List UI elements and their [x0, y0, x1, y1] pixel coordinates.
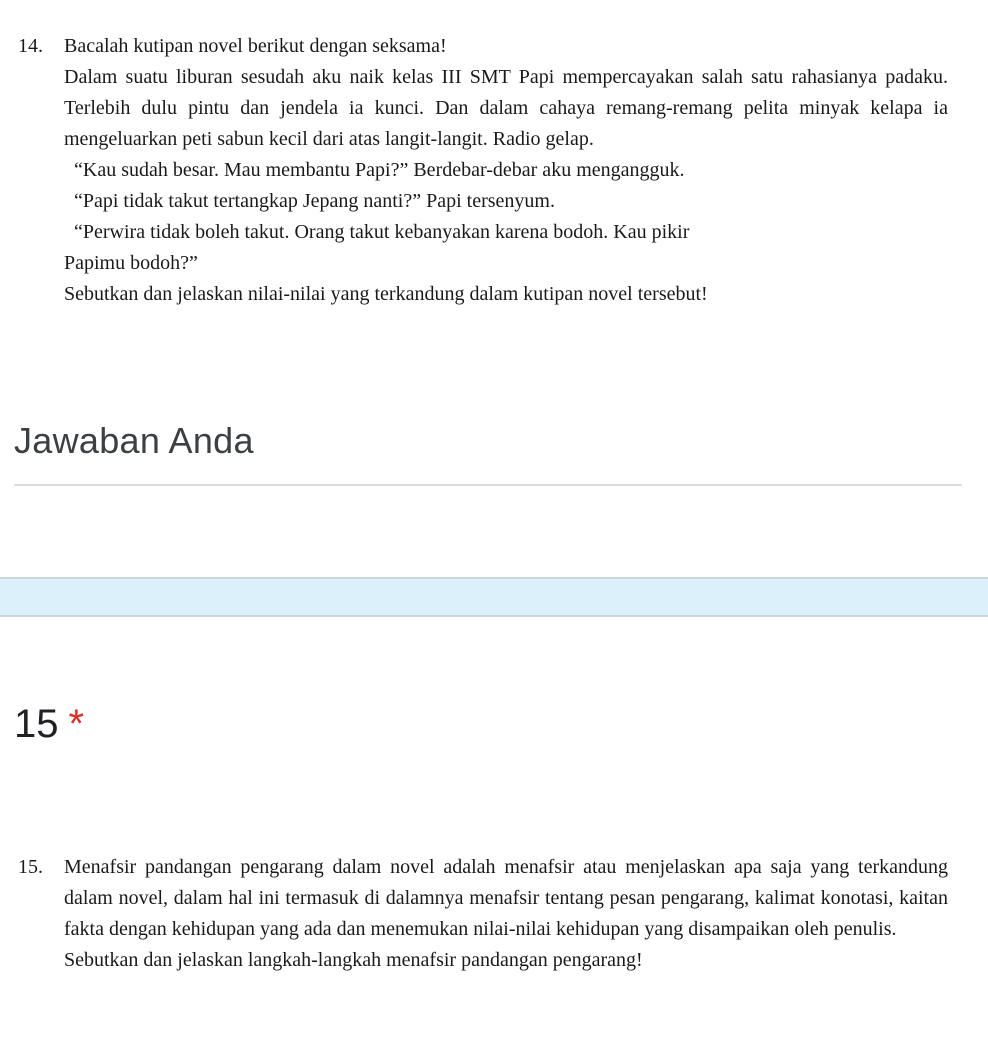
question-15-task: Sebutkan dan jelaskan langkah-langkah menafsir pandangan pengarang! [64, 949, 643, 971]
question-14-dialogue-1: “Kau sudah besar. Mau membantu Papi?” Berdebar-debar aku mengangguk. [74, 159, 685, 181]
question-14-number: 14. [18, 35, 43, 57]
section-separator [0, 577, 988, 617]
answer-underline [14, 484, 962, 486]
question-15-paragraph: Menafsir pandangan pengarang dalam novel adalah menafsir atau menjelaskan apa saja yang terkandung dalam novel, dalam hal ini termasuk di dalamnya menafsir tentang pesan pengarang, kalimat konotasi, kaitan fakta dengan kehidupan yang ada dan menemukan nilai-nilai kehidupan yang disampaikan oleh penulis. [64, 856, 948, 940]
question-14-task: Sebutkan dan jelaskan nilai-nilai yang terkandung dalam kutipan novel tersebut! [64, 283, 708, 305]
question-14-dialogue-3a: “Perwira tidak boleh takut. Orang takut kebanyakan karena bodoh. Kau pikir [74, 221, 690, 243]
answer-placeholder: Jawaban Anda [14, 420, 254, 461]
required-asterisk: * [68, 702, 85, 746]
question-14-dialogue-2: “Papi tidak takut tertangkap Jepang nanti?” Papi tersenyum. [74, 190, 555, 212]
question-15-image [18, 852, 948, 976]
question-14-passage-intro: Dalam suatu liburan sesudah aku naik kelas III SMT Papi mempercayakan salah satu rahasianya padaku. Terlebih dulu pintu dan jendela ia kunci. Dan dalam cahaya remang-remang pelita minyak kelapa ia mengeluarkan peti sabun kecil dari atas langit-langit. Radio gelap. [64, 66, 948, 150]
question-15-number: 15. [18, 856, 43, 878]
answer-input[interactable] [14, 416, 962, 488]
question-14-image [18, 32, 948, 310]
question-14-dialogue-3b: Papimu bodoh?” [64, 252, 198, 274]
question-15-title [14, 696, 84, 752]
question-15-title-number: 15 [14, 702, 59, 746]
question-14-instruction: Bacalah kutipan novel berikut dengan seksama! [64, 35, 447, 57]
